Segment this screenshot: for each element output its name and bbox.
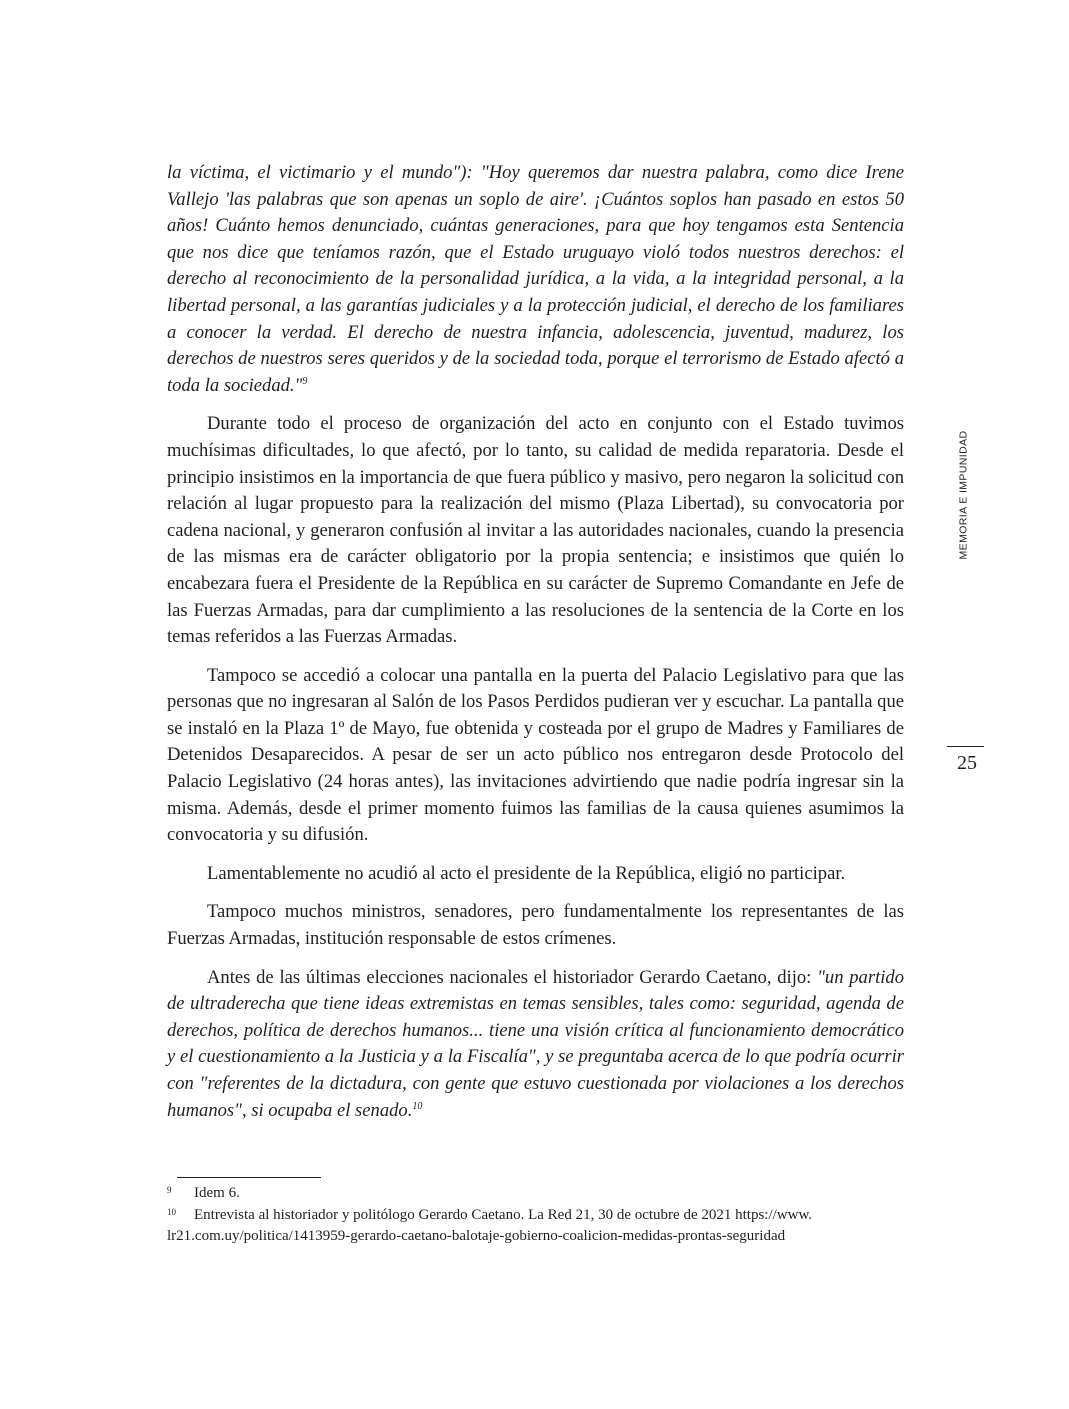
footnotes [167, 1183, 904, 1248]
footnote-9 [167, 1183, 904, 1205]
quote-paragraph [167, 160, 904, 399]
main-text [167, 160, 904, 1136]
footnote-10-url[interactable]: lr21.com.uy/politica/1413959-gerardo-caetano-balotaje-gobierno-coalicion-medidas-prontas-seguridad [167, 1228, 786, 1244]
page-number-rule [947, 746, 984, 747]
footnote-text[interactable]: Entrevista al historiador y politólogo Gerardo Caetano. La Red 21, 30 de octubre de 2021 https://www. [194, 1206, 813, 1223]
paragraph-5 [167, 965, 904, 1125]
footnote-10 [167, 1205, 904, 1227]
footnote-number: 10 [167, 1206, 176, 1217]
paragraph-1: Durante todo el proceso de organización del acto en conjunto con el Estado tuvimos muchísimas dificultades, lo que afectó, por lo tanto, su calidad de medida reparatoria. Desde el principio insistimos en la importancia de que fuera público y masivo, pero negaron la solicitud con relación al lugar propuesto para la realización del mismo (Plaza Libertad), su convocatoria por cadena nacional, y generaron confusión al invitar a las autoridades nacionales, cuando la presencia de las mismas era de carácter obligatorio por la propia sentencia; e insistimos que quién lo encabezara fuera el Presidente de la República en su carácter de Supremo Comandante en Jefe de las Fuerzas Armadas, para dar cumplimiento a las resoluciones de la sentencia de la Corte en los temas referidos a las Fuerzas Armadas. [167, 413, 904, 648]
footnote-ref-9[interactable]: 9 [302, 375, 308, 387]
footnote-separator [177, 1177, 321, 1178]
paragraph-5-intro: Antes de las últimas elecciones nacionales el historiador Gerardo Caetano, dijo: [207, 966, 818, 988]
page-number: 25 [957, 752, 977, 774]
caetano-quote: "un partido de ultraderecha que tiene ideas extremistas en temas sensibles, tales como: seguridad, agenda de derechos, política de derechos humanos... tiene una visión crítica al funcionamiento democrático y el cuestionamiento a la Justicia y a la Fiscalía", y se preguntaba acerca de lo que podría ocurrir con "referentes de la dictadura, con gente que estuvo cuestionada por violaciones a los derechos humanos", si ocupaba el senado. [167, 966, 905, 1121]
paragraph-3: Lamentablemente no acudió al acto el presidente de la República, eligió no participar. [207, 862, 846, 884]
paragraph-4: Tampoco muchos ministros, senadores, pero fundamentalmente los representantes de las Fuerzas Armadas, institución responsable de estos crímenes. [167, 901, 904, 950]
paragraph-2: Tampoco se accedió a colocar una pantalla en la puerta del Palacio Legislativo para que las personas que no ingresaran al Salón de los Pasos Perdidos pudieran ver y escuchar. La pantalla que se instaló en la Plaza 1º de Mayo, fue obtenida y costeada por el grupo de Madres y Familiares de Detenidos Desaparecidos. A pesar de ser un acto público nos entregaron desde Protocolo del Palacio Legislativo (24 horas antes), las invitaciones advirtiendo que nadie podría ingresar sin la misma. Además, desde el primer momento fuimos las familias de la causa quienes asumimos la convocatoria y su difusión. [167, 664, 904, 846]
quote-text: la víctima, el victimario y el mundo"): "Hoy queremos dar nuestra palabra, como dice Irene Vallejo 'las palabras que son apenas un soplo de aire'. ¡Cuántos soplos han pasado en estos 50 años! Cuánto hemos denunciado, cuántas generaciones, para que hoy tengamos esta Sentencia que nos dice que teníamos razón, que el Estado uruguayo violó todos nuestros derechos: el derecho al reconocimiento de la personalidad jurídica, a la vida, a la integridad personal, a la libertad personal, a las garantías judiciales y a la protección judicial, el derecho de los familiares a conocer la verdad. El derecho de nuestra infancia, adolescencia, juventud, madurez, los derechos de nuestros seres queridos y de la sociedad toda, porque el terrorismo de Estado afectó a toda la sociedad." [167, 162, 904, 396]
running-title-text: MEMORIA E IMPUNIDAD [957, 430, 970, 560]
footnote-text: Idem 6. [194, 1185, 240, 1201]
footnote-ref-10[interactable]: 10 [412, 1100, 423, 1112]
running-title [955, 420, 971, 570]
footnote-number: 9 [167, 1185, 172, 1195]
